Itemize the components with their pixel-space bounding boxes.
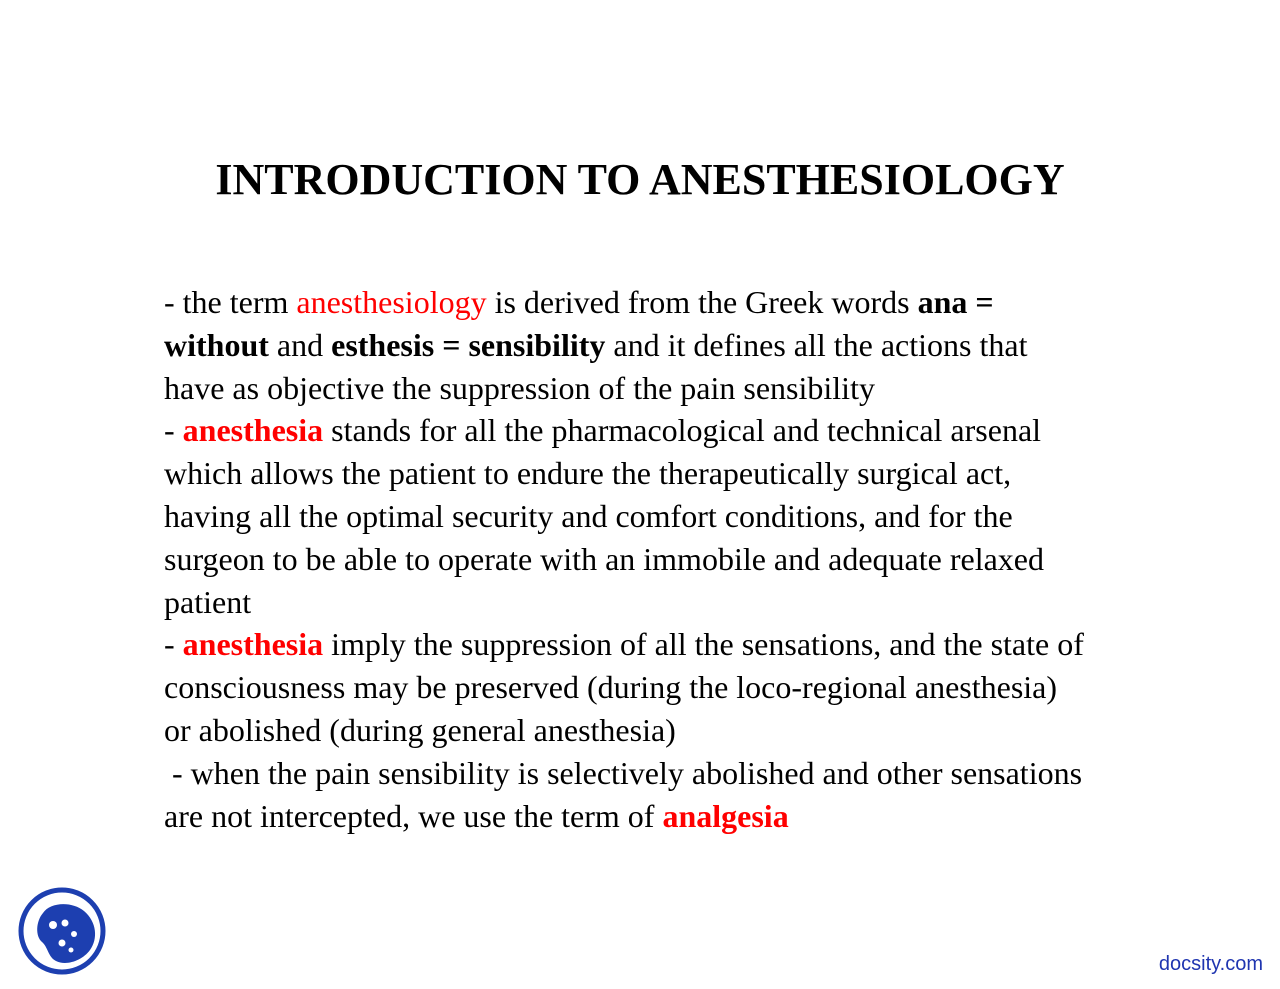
text-line-2 — [164, 324, 1224, 367]
text-line-12: - when the pain sensibility is selectively abolished and other sensations — [164, 754, 1083, 791]
term-ana: ana = — [917, 284, 994, 320]
text-line-3: have as objective the suppression of the pain sensibility — [164, 369, 875, 406]
text-span: is derived from the Greek words — [486, 284, 918, 320]
term-without: without — [164, 326, 269, 363]
text-line-5: which allows the patient to endure the therapeutically surgical act, — [164, 455, 1012, 492]
text-line-11: or abolished (during general anesthesia) — [164, 711, 676, 748]
text-span: - — [164, 626, 183, 663]
text-span: and it defines all the actions that — [605, 326, 1028, 363]
text-span: are not intercepted, we use the term of — [164, 797, 663, 834]
term-anesthesia: anesthesia — [182, 626, 324, 663]
docsity-logo-icon[interactable] — [18, 887, 106, 975]
text-line-4 — [164, 409, 1224, 452]
text-line-10: consciousness may be preserved (during the loco-regional anesthesia) — [164, 669, 1058, 706]
page-title: INTRODUCTION TO ANESTHESIOLOGY — [215, 155, 1065, 204]
term-analgesia: analgesia — [662, 797, 789, 834]
slide-body — [164, 281, 1224, 837]
text-line-9 — [164, 623, 1224, 666]
docsity-link[interactable]: docsity.com — [1158, 953, 1263, 975]
text-line-7: surgeon to be able to operate with an immobile and adequate relaxed — [164, 540, 1044, 577]
text-line-8: patient — [164, 583, 252, 620]
term-anesthesia: anesthesia — [182, 412, 324, 449]
text-span: - — [164, 412, 183, 449]
text-line-1 — [164, 281, 1224, 324]
text-span: and — [268, 326, 332, 363]
text-span: imply the suppression of all the sensations, and the state of — [323, 626, 1084, 663]
text-line-6: having all the optimal security and comfort conditions, and for the — [164, 497, 1013, 534]
term-anesthesiology: anesthesiology — [296, 284, 487, 320]
text-span: - the term — [164, 284, 297, 320]
term-esthesis: esthesis = sensibility — [331, 326, 606, 363]
text-line-13 — [164, 795, 1224, 838]
text-span: stands for all the pharmacological and technical arsenal — [323, 412, 1042, 449]
